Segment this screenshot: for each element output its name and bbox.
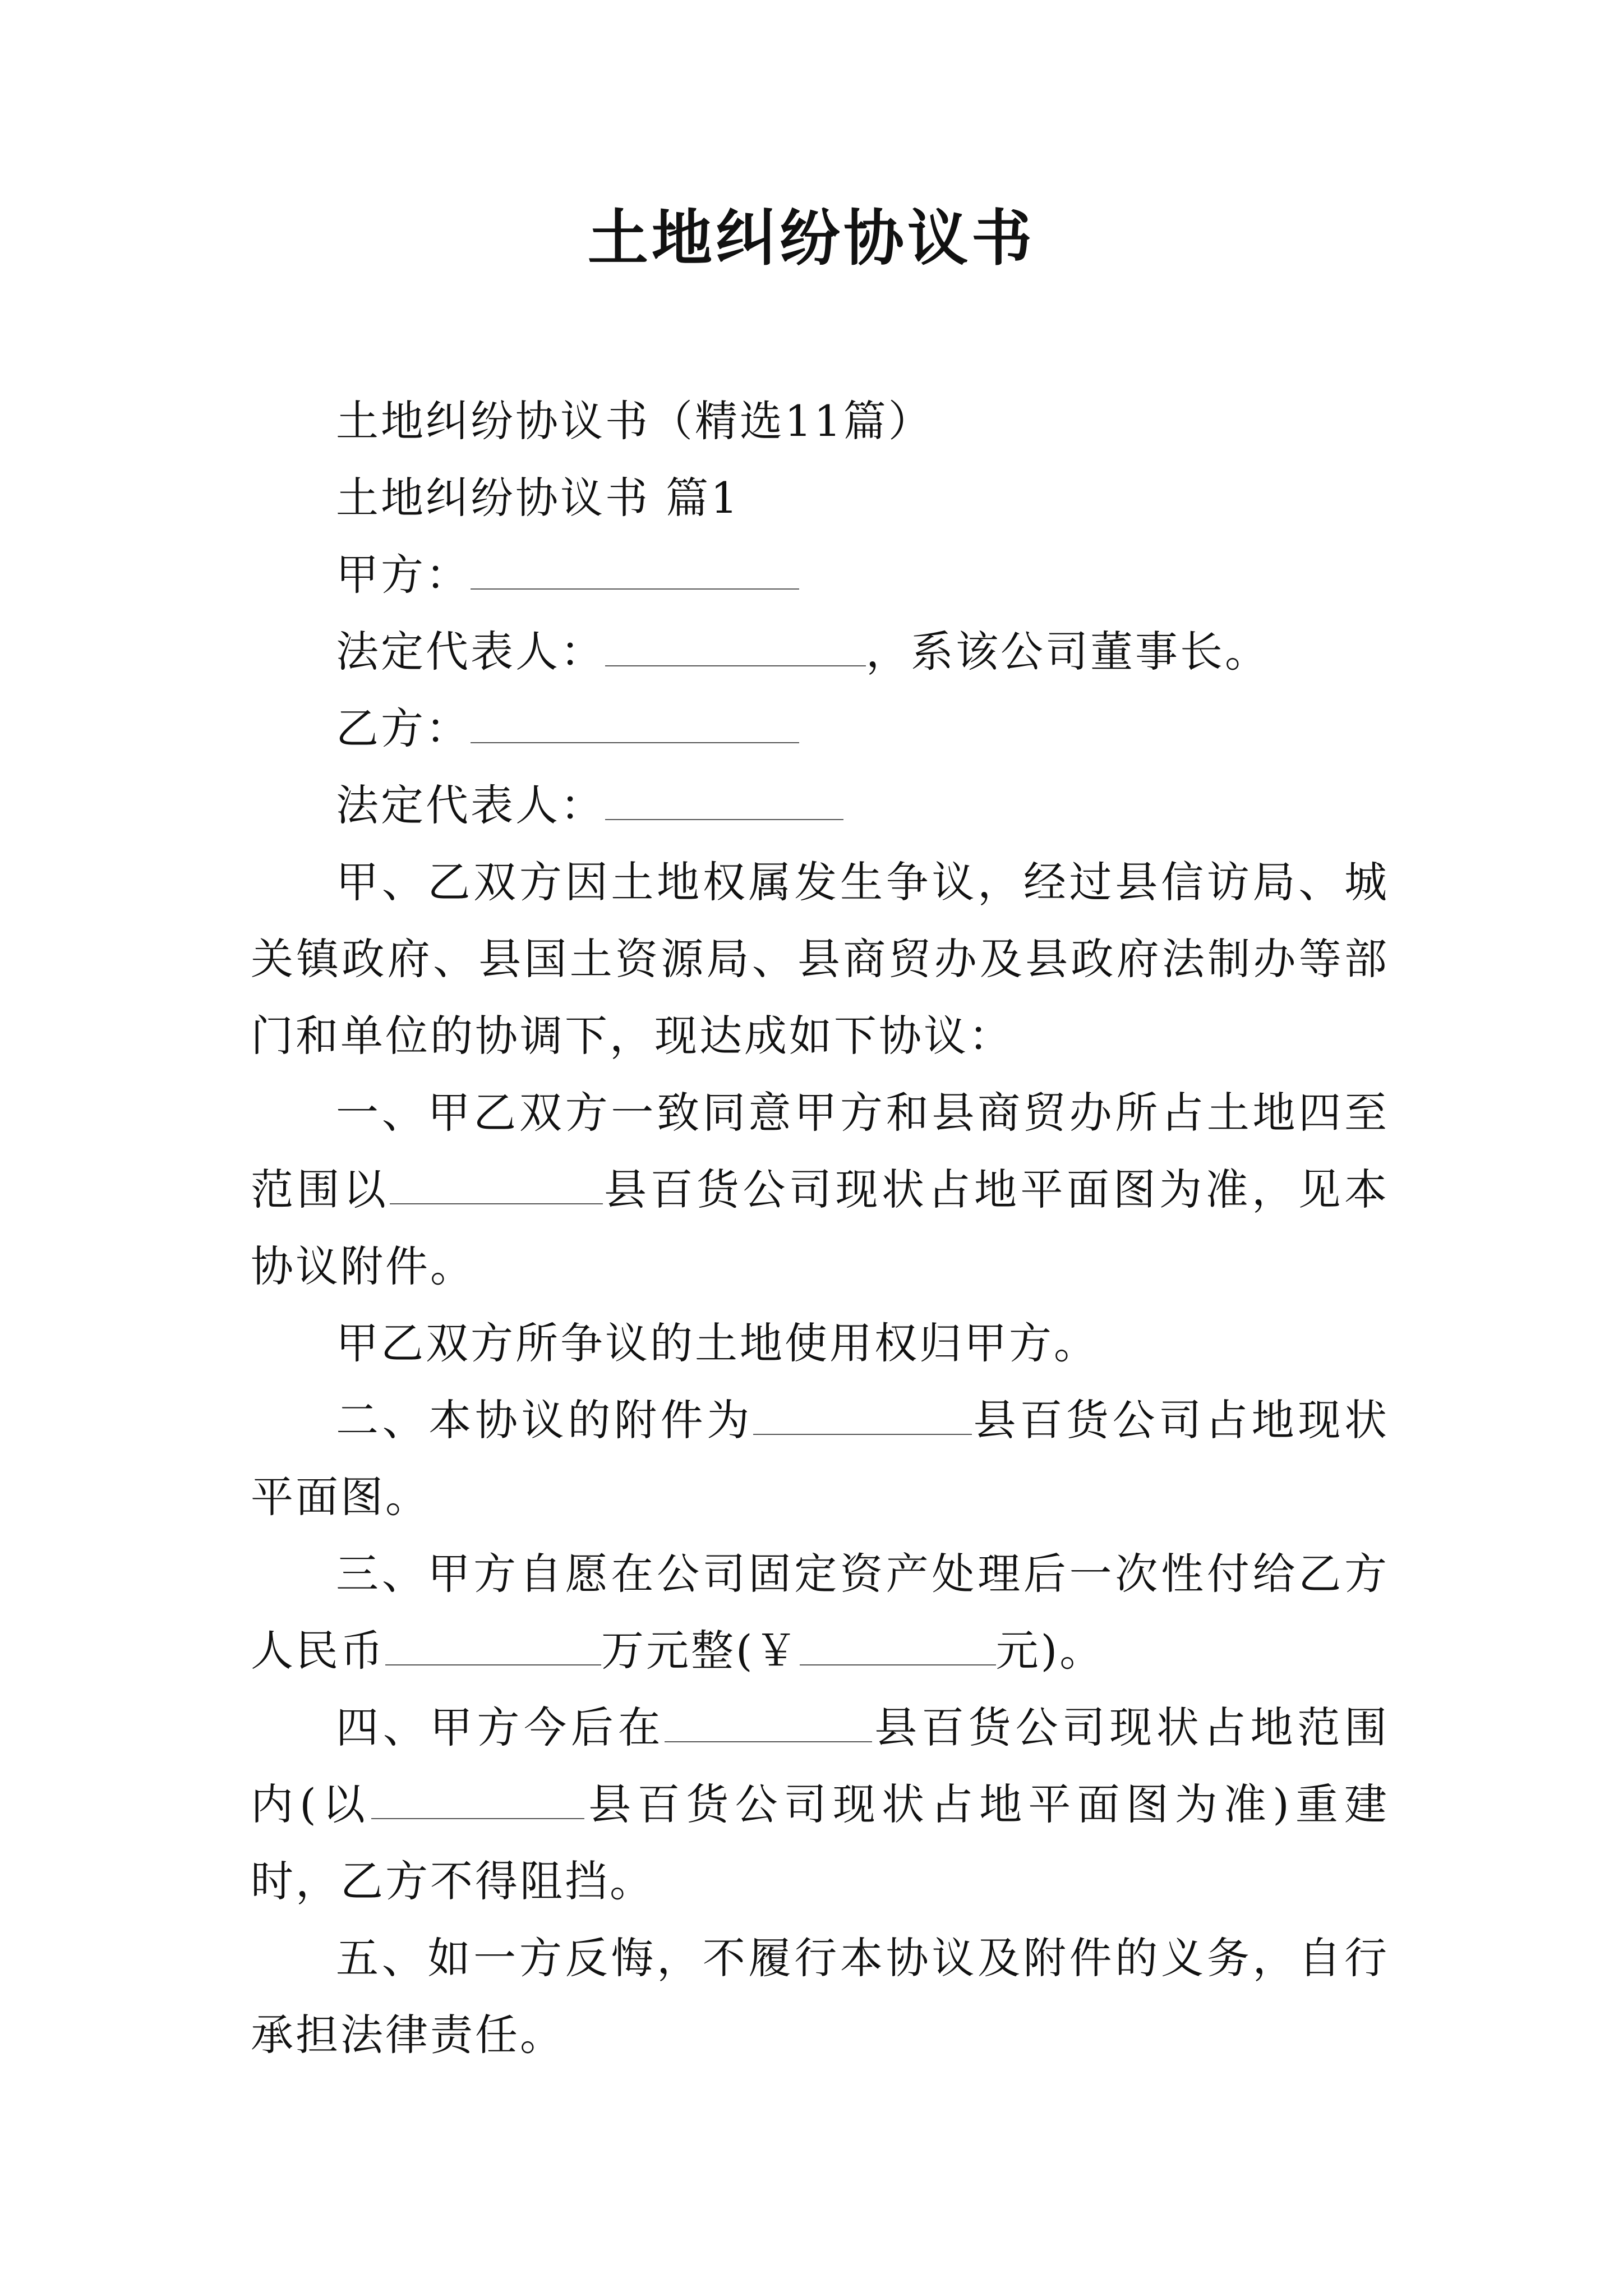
blank-line bbox=[390, 1170, 603, 1204]
text: 五、如一方反悔，不履行本协议及附件的义务，自行承担法律责任。 bbox=[251, 1933, 1389, 2060]
label: 法定代表人： bbox=[336, 627, 605, 677]
paragraph-party-a bbox=[251, 536, 1389, 613]
paragraph-party-b-representative bbox=[251, 767, 1389, 844]
text: 四、甲方今后在 bbox=[336, 1703, 665, 1752]
paragraph-clause-3 bbox=[251, 1535, 1389, 1689]
text: 县百货公司现状占地范围内(以 bbox=[251, 1703, 1390, 1829]
paragraph-section-heading bbox=[251, 459, 1389, 536]
paragraph-clause-1 bbox=[251, 1074, 1389, 1305]
blank-line bbox=[471, 708, 799, 743]
text: 土地纠纷协议书（精选11篇） bbox=[336, 396, 933, 446]
blank-line bbox=[665, 1708, 872, 1742]
label: 甲方： bbox=[336, 550, 471, 600]
paragraph-clause-1-note bbox=[251, 1305, 1389, 1382]
text: 甲、乙双方因土地权属发生争议，经过县信访局、城关镇政府、县国土资源局、县商贸办及县政府法制办等部门和单位的协调下，现达成如下协议： bbox=[251, 857, 1389, 1061]
text: 甲乙双方所争议的土地使用权归甲方。 bbox=[336, 1318, 1099, 1368]
blank-line bbox=[471, 555, 799, 590]
label: 乙方： bbox=[336, 703, 471, 753]
blank-line bbox=[605, 632, 866, 666]
paragraph-party-a-representative bbox=[251, 613, 1389, 690]
paragraph-clause-2 bbox=[251, 1382, 1389, 1535]
paragraph-party-b bbox=[251, 690, 1389, 767]
paragraph-clause-4 bbox=[251, 1689, 1389, 1920]
text: ，系该公司董事长。 bbox=[866, 627, 1270, 677]
blank-line bbox=[371, 1784, 584, 1819]
blank-line bbox=[385, 1631, 601, 1665]
blank-line bbox=[800, 1631, 996, 1665]
blank-line bbox=[753, 1400, 972, 1435]
text: 万元整(￥ bbox=[601, 1626, 800, 1676]
paragraph-clause-5 bbox=[251, 1920, 1389, 2073]
text: 二、本协议的附件为 bbox=[336, 1395, 753, 1445]
text: 元)。 bbox=[995, 1626, 1105, 1676]
document-title: 土地纠纷协议书 bbox=[587, 203, 1035, 274]
document-body bbox=[251, 383, 1389, 2073]
text: 县百货公司现状占地平面图为准)重建时，乙方不得阻挡。 bbox=[251, 1779, 1389, 1906]
text: 县百货公司占地现状平面图。 bbox=[251, 1395, 1389, 1522]
text: 三、甲方自愿在公司固定资产处理后一次性付给乙方人民币 bbox=[251, 1549, 1389, 1676]
paragraph-subtitle bbox=[251, 383, 1389, 459]
text: 土地纠纷协议书 篇1 bbox=[336, 473, 740, 523]
blank-line bbox=[605, 785, 843, 820]
text: 县百货公司现状占地平面图为准，见本协议附件。 bbox=[251, 1165, 1389, 1291]
label: 法定代表人： bbox=[336, 780, 605, 830]
text: 一、甲乙双方一致同意甲方和县商贸办所占土地四至范围以 bbox=[251, 1088, 1389, 1214]
paragraph-preamble bbox=[251, 844, 1389, 1074]
